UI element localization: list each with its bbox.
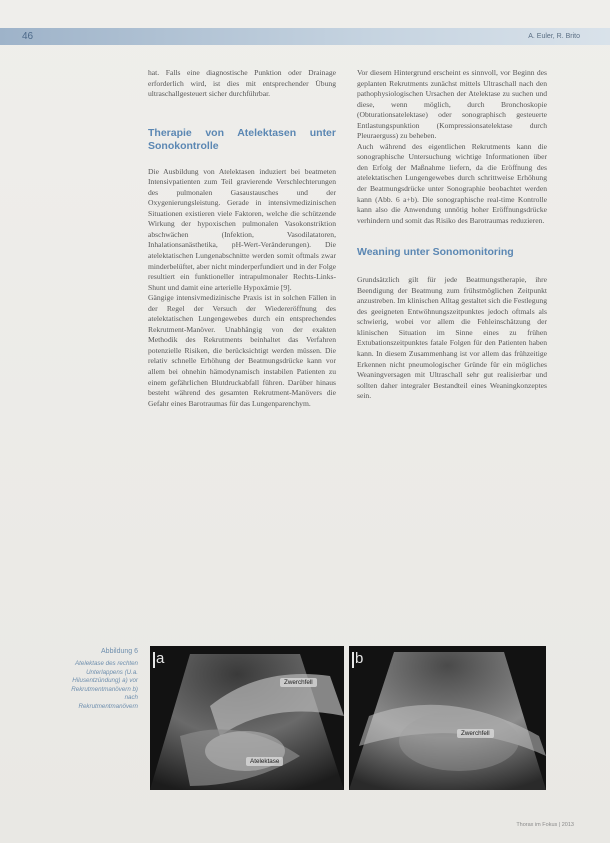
label-atelektase: Atelektase bbox=[246, 757, 283, 766]
section-heading-weaning: Weaning unter Sonomonitoring bbox=[357, 246, 514, 259]
paragraph: Gängige intensivmedizinische Praxis ist in solchen Fällen in der Regel der Versuch der Wiedereröffnung des atelektatischen Lungengewebes durch ein entsprechendes Rekrutment-Manöver. Unabhängig von der exakten Methodik des Rekrutments beinhaltet das Verfahren potenzielle Risiken, die berücksichtigt werden müssen. Die relativ schnelle Erhöhung der Beatmungsdrücke kann vor allem bei ohnehin hämodynamisch instabilen Patienten zu einem gefährlichen Blutdruckabfall führen. Darüber hinaus besteht während des gesamten Rekrutment-Manövers die Gefahr eines Barotraumas für das Lungenparenchym. bbox=[148, 293, 336, 408]
paragraph: Auch während des eigentlichen Rekrutments kann die sonographische Untersuchung wichtige Informationen über den Erfolg der Maßnahme liefern, da die Eröffnung des atelektatischen Lungengewebes durch schrittweise Erhöhung der Beatmungsdrücke unter Sonographie beobachtet werden kann (Abb. 6 a+b). Die sonographische real-time Kontrolle kann also die Anwendung unnötig hoher Eröffnungsdrücke verhindern und somit das Risiko des Barotraumas reduzieren. bbox=[357, 141, 547, 225]
scale-marker bbox=[352, 652, 354, 668]
label-zwerchfell: Zwerchfell bbox=[457, 729, 494, 738]
ultrasound-scan-b bbox=[349, 646, 546, 790]
ultrasound-scan-a bbox=[150, 646, 344, 790]
ultrasound-image-b bbox=[349, 646, 546, 790]
figure-caption: Atelektase des rechten Unterlappens (U.a. Hilusentzündung) a) vor Rekrutmentmanövern b) nach Rekrutmentmanövern bbox=[71, 660, 138, 710]
paragraph: Grundsätzlich gilt für jede Beatmungstherapie, ihre Beendigung der Beatmung zum frühstmöglichen Zeitpunkt anzustreben. Im klinischen Alltag gestaltet sich die Festlegung des geeigneten Entwöhnungszeitpunktes jedoch oftmals als schwierig, wobei vor allem die Fehleinschätzung der klinischen Situation im Sinne eines zu frühen Extubationszeitpunktes fatale Folgen für den Patienten haben kann. In diesem Zusammenhang ist vor allem das frühzeitige Erkennen nicht pneumologischer Gründe für ein mögliches Weaningversagen mit Ultraschall sehr gut realisierbar und sollten daher integraler Bestandteil eines Weaningkonzeptes sein. bbox=[357, 275, 547, 401]
paragraph: Vor diesem Hintergrund erscheint es sinnvoll, vor Beginn des geplanten Rekrutments zunächst mittels Ultraschall nach den pathophysiologischen Ursachen der Atelektase zu suchen und diese, wenn möglich, durch Bronchoskopie (Obturationsatelektase) oder sonographisch gesteuerte Entlastungspunktion (Kompressionsatelektase durch Pleuraerguss) zu beheben. bbox=[357, 68, 547, 141]
intro-paragraph: hat. Falls eine diagnostische Punktion oder Drainage erforderlich wird, ist dies mit entsprechender Übung ultraschallgesteuert sicher durchführbar. bbox=[148, 68, 336, 99]
ultrasound-image-a bbox=[150, 646, 344, 790]
page-number: 46 bbox=[22, 31, 34, 42]
running-head: A. Euler, R. Brito bbox=[528, 33, 580, 40]
panel-letter: a bbox=[156, 650, 165, 667]
figure-label: Abbildung 6 bbox=[101, 648, 138, 655]
label-zwerchfell: Zwerchfell bbox=[280, 678, 317, 687]
header-bar bbox=[0, 28, 610, 45]
scale-marker bbox=[153, 652, 155, 668]
section-heading-atelektasen: Therapie von Atelektasen unter Sonokontrolle bbox=[148, 126, 336, 152]
left-column bbox=[148, 68, 336, 409]
panel-letter: b bbox=[355, 650, 364, 667]
right-column bbox=[357, 68, 547, 402]
footer-text: Thorax im Fokus | 2013 bbox=[516, 822, 574, 828]
paragraph: Die Ausbildung von Atelektasen induziert bei beatmeten Intensivpatienten zum Teil gravierende Verschlechterungen des pulmonalen Gasaustausches und der Oxygenierungsleistung. Gerade in intensivmedizinischen Situationen existieren viele Faktoren, welche die schützende Wirkung der hypoxischen pulmonalen Vasokonstriktion abschwächen (Infektion, Vasodilatatoren, Inhalationsanästhetika, pH-Wert-Veränderungen). Die atelektatischen Lungenabschnitte werden somit oftmals zwar minderbelüftet, aber nicht minderperfundiert und in der Folge resultiert ein funktioneller intrapulmonaler Rechts-Links-Shunt und damit eine arterielle Hypoxämie [9]. bbox=[148, 166, 336, 292]
